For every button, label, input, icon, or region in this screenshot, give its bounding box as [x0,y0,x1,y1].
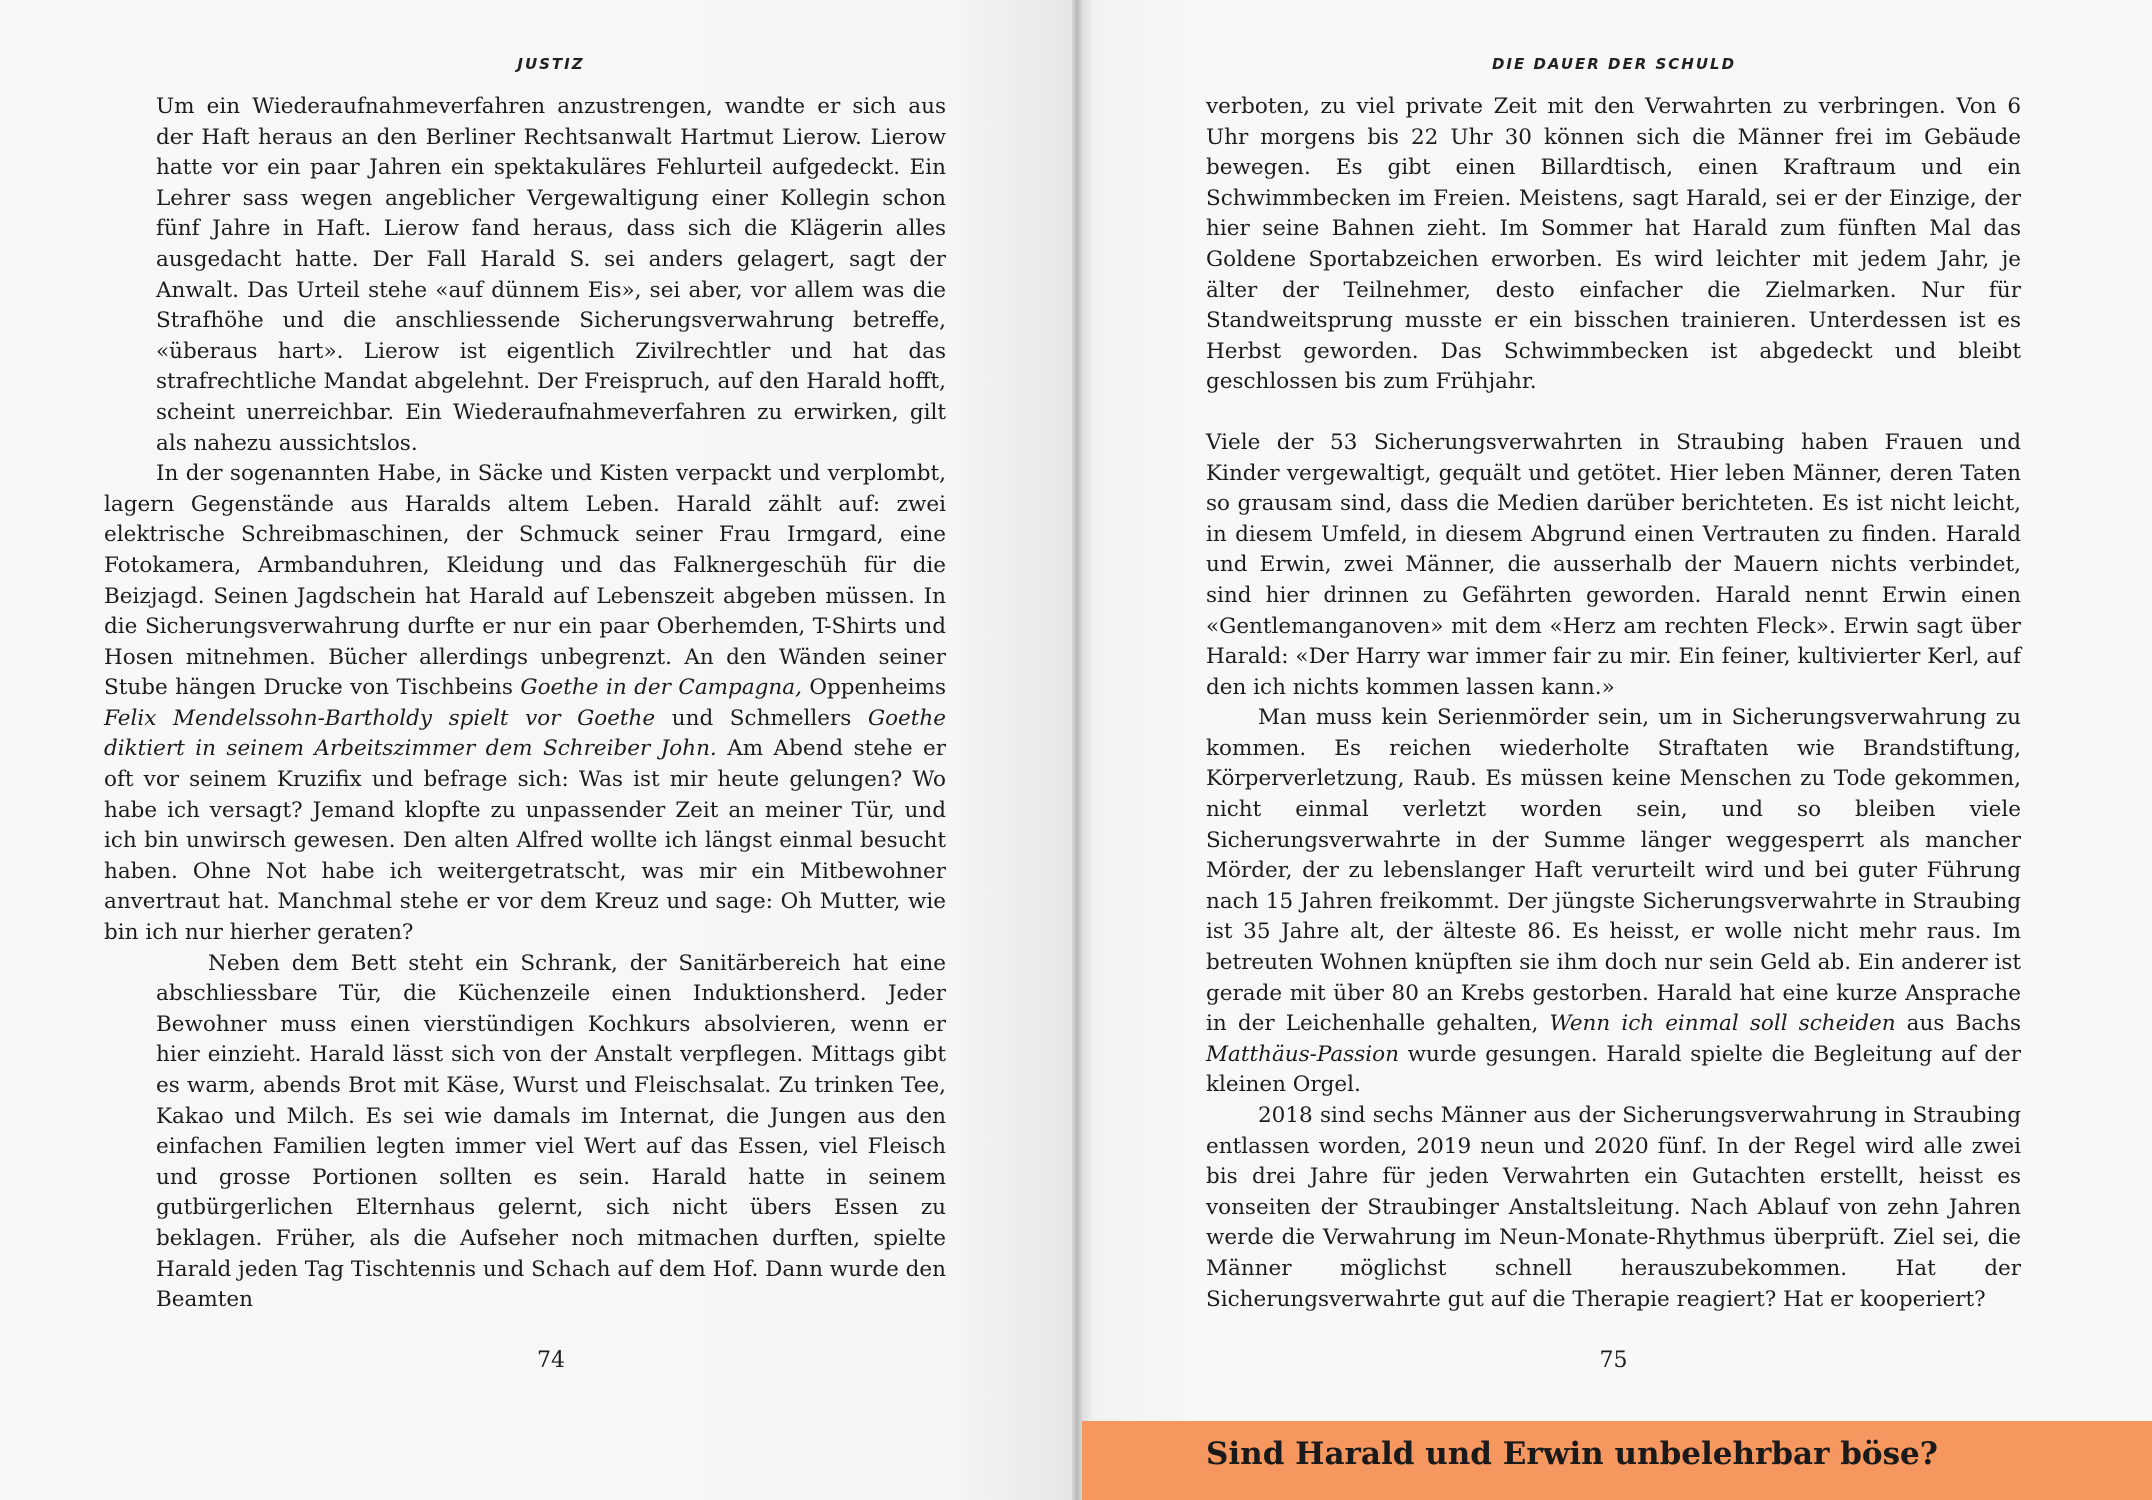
paragraph [104,459,946,949]
artwork-title: Goethe diktiert in seinem Arbeitszimmer dem Schreiber John. [104,705,946,762]
body-text [104,92,947,1316]
running-head: JUSTIZ [517,55,585,73]
running-head: DIE DAUER DER SCHULD [1491,55,1737,73]
page-number: 75 [1599,1348,1628,1373]
text-run: In der sogenannten Habe, in Säcke und Kisten verpackt und verplombt, lagern Gegenstände aus Haralds altem Leben. Harald zählt auf: zwei elektrische Schreibmaschinen, der Schmuck seiner Frau Irmgard, eine Fotokamera, Armbanduhren, Kleidung und das Falknergeschüh für die Beizjagd. Seinen Jagdschein hat Harald auf Lebenszeit abgeben müssen. In die Sicherungsverwahrung durfte er nur ein paar Oberhemden, T-Shirts und Hosen mitnehmen. Bücher allerdings unbegrenzt. An den Wänden seiner Stube hängen Drucke von Tischbeins [104,461,946,701]
paragraph: Viele der 53 Sicherungsverwahrten in Straubing haben Frauen und Kinder vergewaltigt, gequält und getötet. Hier leben Männer, deren Taten so grausam sind, dass die Medien darüber berichteten. Es ist nicht leicht, in diesem Umfeld, in diesem Abgrund einen Vertrauten zu finden. Harald und Erwin, zwei Männer, die ausserhalb der Mauern nichts verbindet, sind hier drinnen zu Gefährten geworden. Harald nennt Erwin einen «Gentlemanganoven» mit dem «Herz am rechten Fleck». Erwin sagt über Harald: «Der Harry war immer fair zu mir. Ein feiner, kultivierter Kerl, auf den ich nichts kommen lassen kann.» [1206,429,2021,700]
right-page [1076,0,2152,1500]
text-run: aus Bachs [1895,1011,2021,1037]
paragraph: Um ein Wiederaufnahmeverfahren anzustrengen, wandte er sich aus der Haft heraus an den Berliner Rechtsanwalt Hartmut Lierow. Lierow hatte vor ein paar Jahren ein spektakuläres Fehlurteil aufgedeckt. Ein Lehrer sass wegen angeblicher Vergewaltigung einer Kollegin schon fünf Jahre in Haft. Lierow fand heraus, dass sich die Klägerin alles ausgedacht hatte. Der Fall Harald S. sei anders gelagert, sagt der Anwalt. Das Urteil stehe «auf dünnem Eis», sei aber, vor allem was die Strafhöhe und die anschliessende Sicherungsverwahrung betreffe, «überaus hart». Lierow ist eigentlich Zivilrechtler und hat das strafrechtliche Mandat abgelehnt. Der Freispruch, auf den Harald hofft, scheint unerreichbar. Ein Wiederaufnahmeverfahren zu erwirken, gilt als nahezu aussichtslos. [156,94,946,456]
paragraph: 2018 sind sechs Männer aus der Sicherungsverwahrung in Straubing entlassen worden, 2019 neun und 2020 fünf. In der Regel wird alle zwei bis drei Jahre für jeden Verwahrten ein Gutachten erstellt, heisst es vonseiten der Straubinger Anstaltsleitung. Nach Ablauf von zehn Jahren werde die Verwahrung im Neun-Monate-Rhythmus überprüft. Ziel sei, die Männer möglichst schnell herauszubekommen. Hat der Sicherungsverwahrte gut auf die Therapie reagiert? Hat er kooperiert? [1206,1103,2021,1312]
teaser-question: Sind Harald und Erwin unbelehrbar böse? [1206,1436,1938,1472]
text-run: Oppenheims [801,675,946,701]
text-run: Am Abend stehe er oft vor seinem Kruzifix und befrage sich: Was ist mir heute gelungen? Wo habe ich versagt? Jemand klopfte zu unpassender Zeit an meiner Tür, und ich bin unwirsch gewesen. Den alten Alfred wollte ich längst einmal besucht haben. Ohne Not habe ich weitergetratscht, was mir ein Mitbewohner anvertraut hat. Manchmal stehe er vor dem Kreuz und sage: Oh Mutter, wie bin ich nur hierher geraten? [104,736,947,946]
text-run: Man muss kein Serienmörder sein, um in Sicherungsverwahrung zu kommen. Es reichen wiederholte Straftaten wie Brandstiftung, Körperverletzung, Raub. Es müssen keine Menschen zu Tode gekommen, nicht einmal verletzt worden sein, und so bleiben viele Sicherungsverwahrte in der Summe länger weggesperrt als mancher Mörder, der zu lebenslanger Haft verurteilt wird und bei guter Führung nach 15 Jahren freikommt. Der jüngste Sicherungsverwahrte in Straubing ist 35 Jahre alt, der älteste 86. Es heisst, er wolle nicht mehr raus. Im betreuten Wohnen knüpften sie ihm doch nur sein Geld ab. Ein anderer ist gerade mit über 80 an Krebs gestorben. Harald hat eine kurze Ansprache in der Leichenhalle gehalten, [1206,705,2021,1037]
work-title: Matthäus-Passion [1206,1041,1399,1067]
artwork-title: Goethe in der Campagna, [520,675,802,701]
text-run: wurde gesungen. Harald spielte die Begleitung auf der kleinen Orgel. [1206,1041,2021,1098]
paragraph [1206,703,2021,1101]
book-gutter [1072,0,1082,1500]
hymn-title: Wenn ich einmal soll scheiden [1549,1011,1896,1037]
paragraph: Neben dem Bett steht ein Schrank, der Sanitärbereich hat eine abschliessbare Tür, die Küchenzeile einen Induktionsherd. Jeder Bewohner muss einen vierstündigen Kochkurs absolvieren, wenn er hier einzieht. Harald lässt sich von der Anstalt verpflegen. Mittags gibt es warm, abends Brot mit Käse, Wurst und Fleischsalat. Zu trinken Tee, Kakao und Milch. Es sei wie damals im Internat, die Jungen aus den einfachen Familien legten immer viel Wert auf das Essen, viel Fleisch und grosse Portionen sollten es sein. Harald hatte in seinem gutbürgerlichen Elternhaus gelernt, sich nicht übers Essen zu beklagen. Früher, als die Aufseher noch mitmachen durften, spielte Harald jeden Tag Tischtennis und Schach auf dem Hof. Dann wurde den Beamten [156,950,946,1313]
artwork-title: Felix Mendelssohn-Bartholdy spielt vor Goethe [104,705,656,731]
page-number: 74 [537,1348,565,1373]
paragraph: verboten, zu viel private Zeit mit den Verwahrten zu verbringen. Von 6 Uhr morgens bis 22 Uhr 30 können sich die Männer frei im Gebäude bewegen. Es gibt einen Billardtisch, einen Kraftraum und ein Schwimmbecken im Freien. Meistens, sagt Harald, sei er der Einzige, der hier seine Bahnen zieht. Im Sommer hat Harald zum fünften Mal das Goldene Sportabzeichen erworben. Es wird leichter mit jedem Jahr, je älter der Teilnehmer, desto einfacher die Zielmarken. Nur für Standweitsprung musste er ein bisschen trainieren. Unterdessen ist es Herbst geworden. Das Schwimmbecken ist abgedeckt und bleibt geschlossen bis zum Frühjahr. [1206,94,2021,395]
body-text [1206,92,2021,1315]
teaser-band [1076,1421,2152,1500]
text-run: und Schmellers [655,705,868,731]
